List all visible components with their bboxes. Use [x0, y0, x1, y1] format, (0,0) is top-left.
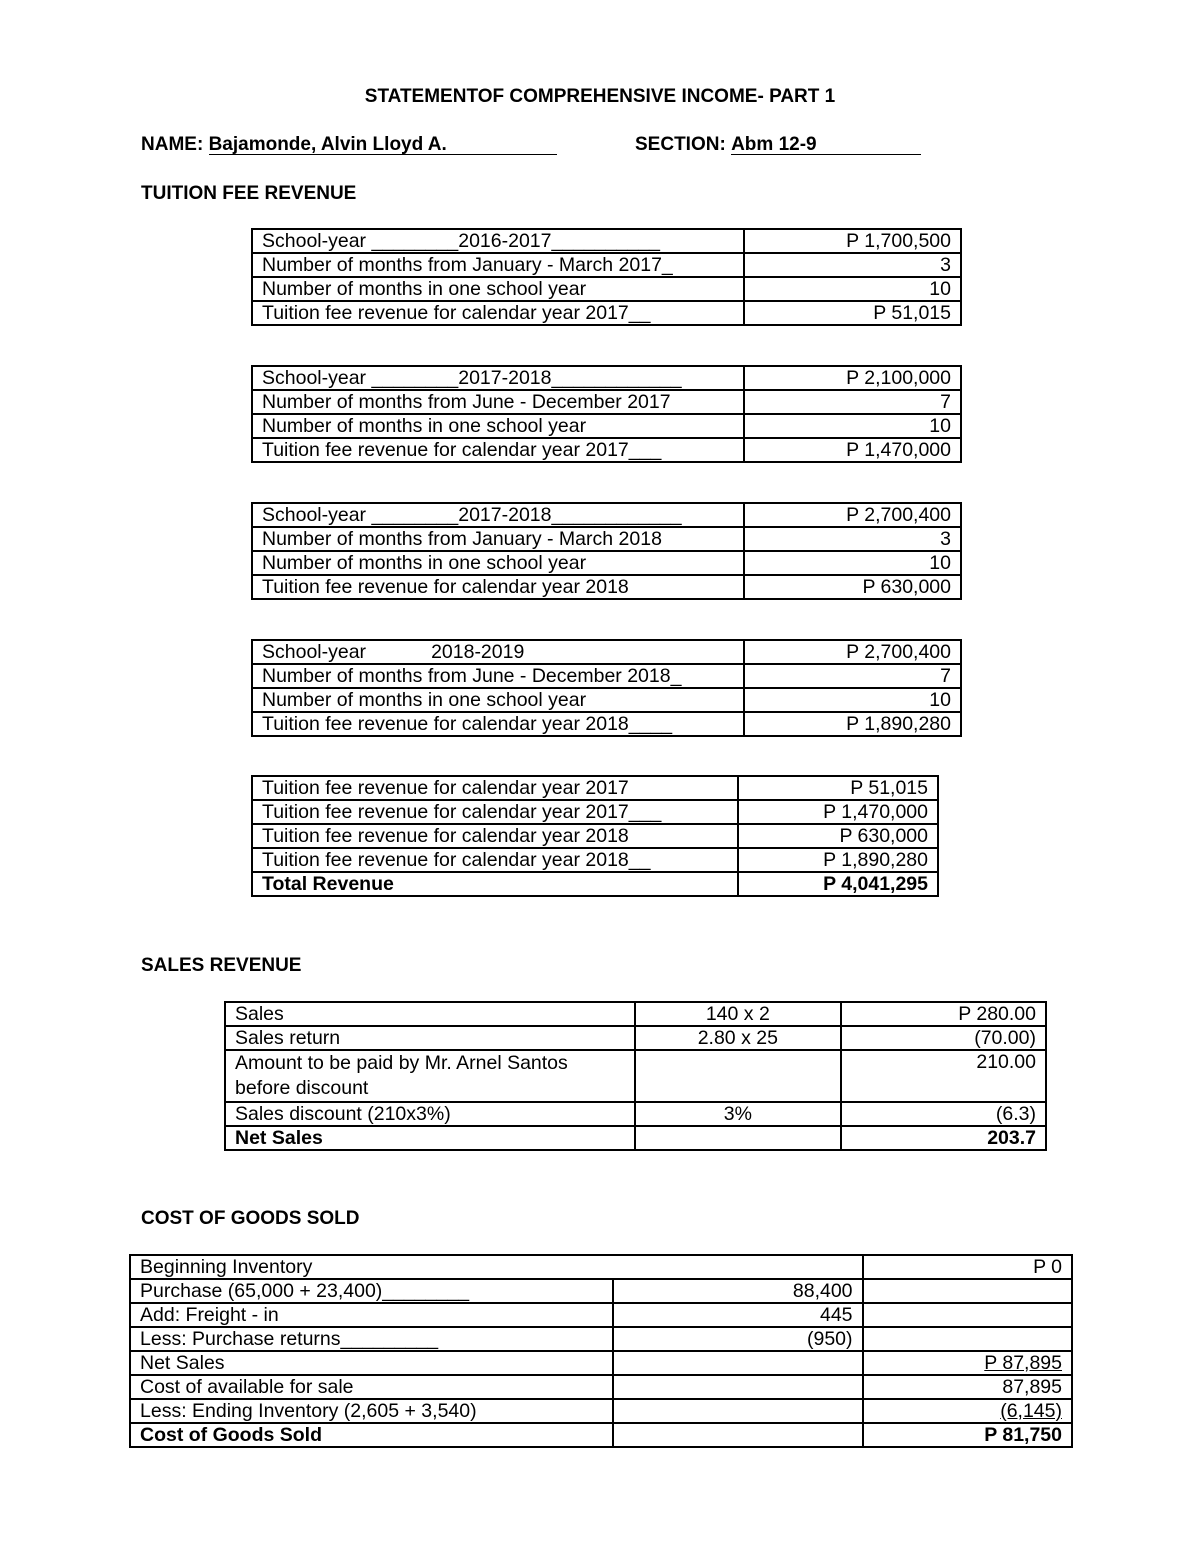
- row-label: School-year ________2017-2018____________: [252, 366, 744, 390]
- row-label: Amount to be paid by Mr. Arnel Santos before discount: [225, 1050, 635, 1102]
- row-value: P 51,015: [738, 776, 938, 800]
- table-row: [252, 390, 961, 414]
- row-value: P 2,700,400: [744, 640, 961, 664]
- table-row: [252, 824, 938, 848]
- row-calc: [635, 1050, 840, 1102]
- row-value: P 1,890,280: [738, 848, 938, 872]
- row-label: Number of months from January - March 2018: [252, 527, 744, 551]
- row-value: P 280.00: [841, 1002, 1046, 1026]
- row-value: P 1,470,000: [744, 438, 961, 462]
- row-label: Tuition fee revenue for calendar year 2017__: [252, 301, 744, 325]
- table-row: [252, 277, 961, 301]
- tuition-table-2017-2018-a: [251, 365, 962, 463]
- table-row: [225, 1002, 1046, 1026]
- table-row: [252, 664, 961, 688]
- row-value: 10: [744, 414, 961, 438]
- row-label: Less: Ending Inventory (2,605 + 3,540): [130, 1399, 613, 1423]
- table-row: [252, 253, 961, 277]
- row-value: (6.3): [841, 1102, 1046, 1126]
- section-label: SECTION:: [635, 134, 726, 155]
- row-calc: 3%: [635, 1102, 840, 1126]
- total-value: P 4,041,295: [738, 872, 938, 896]
- row-label: Tuition fee revenue for calendar year 2018: [252, 575, 744, 599]
- row-value: P 2,100,000: [744, 366, 961, 390]
- row-label: Cost of available for sale: [130, 1375, 613, 1399]
- row-label: Number of months in one school year: [252, 414, 744, 438]
- row-value: [863, 1303, 1072, 1327]
- table-row: [252, 848, 938, 872]
- row-value: P 51,015: [744, 301, 961, 325]
- row-value: P 87,895: [984, 1352, 1062, 1374]
- row-value: P 1,700,500: [744, 229, 961, 253]
- row-value: 87,895: [863, 1375, 1072, 1399]
- row-calc: 140 x 2: [635, 1002, 840, 1026]
- row-label: Tuition fee revenue for calendar year 2017___: [252, 800, 738, 824]
- row-label: Tuition fee revenue for calendar year 2017: [252, 776, 738, 800]
- row-value: P 1,890,280: [744, 712, 961, 736]
- row-mid: 88,400: [613, 1279, 862, 1303]
- row-label: School-year 2018-2019: [252, 640, 744, 664]
- tuition-summary-table: [251, 775, 939, 897]
- table-row: [130, 1279, 1072, 1303]
- table-row: [252, 800, 938, 824]
- table-row: [130, 1327, 1072, 1351]
- row-value: 10: [744, 688, 961, 712]
- name-line: [141, 134, 557, 156]
- table-row: [252, 438, 961, 462]
- row-value: P 2,700,400: [744, 503, 961, 527]
- row-label: Sales discount (210x3%): [225, 1102, 635, 1126]
- table-row: [252, 712, 961, 736]
- row-value: 10: [744, 277, 961, 301]
- row-value: 3: [744, 253, 961, 277]
- row-label: Number of months from June - December 2018_: [252, 664, 744, 688]
- table-row: [252, 366, 961, 390]
- row-mid: 445: [613, 1303, 862, 1327]
- page-title: STATEMENTOF COMPREHENSIVE INCOME- PART 1: [364, 86, 836, 107]
- table-row: [252, 776, 938, 800]
- section-line: [635, 134, 921, 156]
- row-mid: [613, 1399, 862, 1423]
- table-row: [252, 688, 961, 712]
- tuition-table-2016-2017: [251, 228, 962, 326]
- table-row: [252, 229, 961, 253]
- cogs-table: [129, 1254, 1073, 1448]
- row-value: (70.00): [841, 1026, 1046, 1050]
- table-row: [252, 301, 961, 325]
- table-row: [130, 1351, 1072, 1375]
- total-row: [130, 1423, 1072, 1447]
- row-value: 10: [744, 551, 961, 575]
- tuition-table-2018-2019: [251, 639, 962, 737]
- table-row: [252, 414, 961, 438]
- sales-revenue-table: [224, 1001, 1047, 1151]
- row-label: Number of months in one school year: [252, 551, 744, 575]
- sales-heading: SALES REVENUE: [141, 955, 302, 976]
- name-label: NAME:: [141, 134, 204, 155]
- row-value: P 1,470,000: [738, 800, 938, 824]
- row-label: Purchase (65,000 + 23,400)________: [130, 1279, 613, 1303]
- row-value: 3: [744, 527, 961, 551]
- row-label: Net Sales: [130, 1351, 613, 1375]
- table-row: [252, 640, 961, 664]
- row-value: [863, 1279, 1072, 1303]
- row-label: Tuition fee revenue for calendar year 2017___: [252, 438, 744, 462]
- table-row: [252, 551, 961, 575]
- table-row: [130, 1399, 1072, 1423]
- row-value: P 630,000: [738, 824, 938, 848]
- row-label: Sales: [225, 1002, 635, 1026]
- row-label: Add: Freight - in: [130, 1303, 613, 1327]
- row-value: 210.00: [841, 1050, 1046, 1102]
- total-row: [252, 872, 938, 896]
- total-row: [225, 1126, 1046, 1150]
- row-label: Number of months from January - March 2017_: [252, 253, 744, 277]
- table-row: [130, 1303, 1072, 1327]
- row-label: Tuition fee revenue for calendar year 2018____: [252, 712, 744, 736]
- row-mid: [613, 1375, 862, 1399]
- table-row: [225, 1050, 1046, 1102]
- total-value: P 81,750: [863, 1423, 1072, 1447]
- table-row: [252, 575, 961, 599]
- total-label: Total Revenue: [252, 872, 738, 896]
- row-label: Number of months in one school year: [252, 277, 744, 301]
- row-value: (6,145): [1000, 1400, 1062, 1422]
- row-label: Number of months in one school year: [252, 688, 744, 712]
- table-row: [225, 1102, 1046, 1126]
- row-value: 7: [744, 390, 961, 414]
- tuition-table-2017-2018-b: [251, 502, 962, 600]
- row-label: Number of months from June - December 2017: [252, 390, 744, 414]
- row-label: Tuition fee revenue for calendar year 2018__: [252, 848, 738, 872]
- row-mid: [613, 1351, 862, 1375]
- row-label: School-year ________2017-2018____________: [252, 503, 744, 527]
- table-row: [130, 1375, 1072, 1399]
- name-value: Bajamonde, Alvin Lloyd A.: [209, 135, 557, 155]
- section-value: Abm 12-9: [731, 135, 921, 155]
- tuition-heading: TUITION FEE REVENUE: [141, 183, 357, 204]
- row-label: School-year ________2016-2017__________: [252, 229, 744, 253]
- table-row: [225, 1026, 1046, 1050]
- empty-cell: [613, 1423, 862, 1447]
- row-calc: 2.80 x 25: [635, 1026, 840, 1050]
- row-label: Sales return: [225, 1026, 635, 1050]
- table-row: [252, 503, 961, 527]
- table-row: [130, 1255, 1072, 1279]
- row-mid: (950): [613, 1327, 862, 1351]
- empty-cell: [635, 1126, 840, 1150]
- row-label: Beginning Inventory: [130, 1255, 863, 1279]
- row-value: P 0: [863, 1255, 1072, 1279]
- total-label: Net Sales: [225, 1126, 635, 1150]
- row-value: [863, 1327, 1072, 1351]
- total-label: Cost of Goods Sold: [130, 1423, 613, 1447]
- row-label: Less: Purchase returns_________: [130, 1327, 613, 1351]
- total-value: 203.7: [841, 1126, 1046, 1150]
- row-value: P 630,000: [744, 575, 961, 599]
- row-label: Tuition fee revenue for calendar year 2018: [252, 824, 738, 848]
- cogs-heading: COST OF GOODS SOLD: [141, 1208, 360, 1229]
- table-row: [252, 527, 961, 551]
- row-value: 7: [744, 664, 961, 688]
